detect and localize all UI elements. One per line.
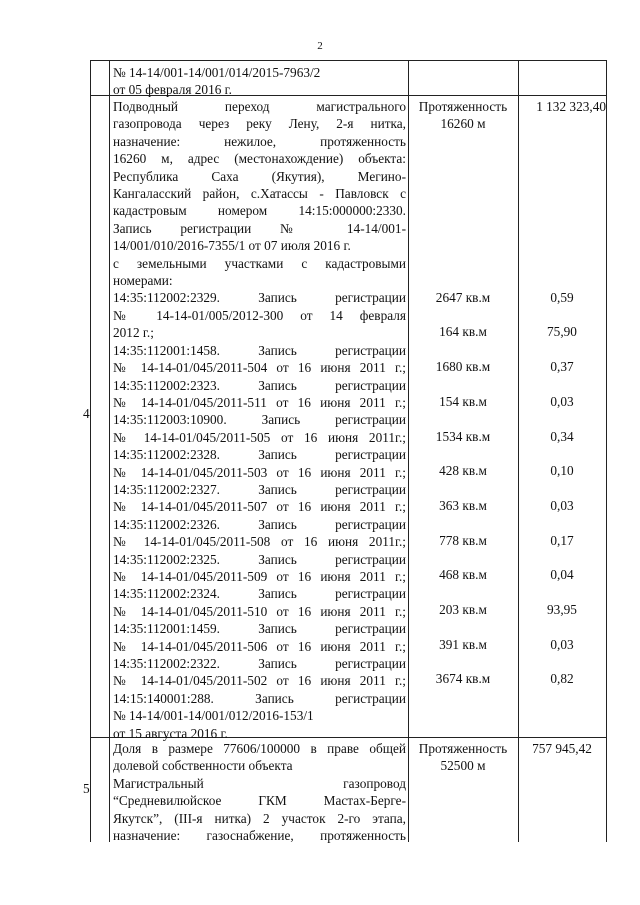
- plot-area: 3674 кв.м: [435, 671, 491, 686]
- plot-value: 93,95: [547, 602, 577, 617]
- row-4-extent-label: Протяженность: [418, 99, 508, 114]
- row-4-line: № 14-14-01/045/2011-504 от 16 июня 2011 г.;: [113, 360, 406, 376]
- row-4-line: 14:35:112003:10900. Запись регистрации: [113, 412, 406, 428]
- plot-area: 154 кв.м: [439, 394, 487, 409]
- row-5-line: Магистральный газопровод: [113, 775, 406, 791]
- row-5-line: назначение: газоснабжение, протяженность: [113, 828, 406, 844]
- row-4-line: 14:15:140001:288. Запись регистрации: [113, 690, 406, 706]
- row-4-line: 14:35:112002:2324. Запись регистрации: [113, 586, 406, 602]
- row-5-extent-header: [408, 740, 518, 775]
- row-5-extent-label: Протяженность: [418, 741, 508, 756]
- plot-value: 0,17: [550, 533, 574, 548]
- row-4-line: 14:35:112001:1459. Запись регистрации: [113, 621, 406, 637]
- row-5-line: “Средневилюйское ГКМ Мастах-Берге-: [113, 793, 406, 809]
- plot-value: 0,82: [550, 671, 574, 686]
- row-4-line: 14:35:112002:2325. Запись регистрации: [113, 551, 406, 567]
- page-number: 2: [317, 40, 323, 52]
- row-4-line: 14:35:112002:2327. Запись регистрации: [113, 481, 406, 497]
- row-4-line: номерами:: [113, 273, 173, 289]
- plot-area: 391 кв.м: [439, 637, 487, 652]
- row-4-line: 14:35:112001:1458. Запись регистрации: [113, 342, 406, 358]
- row-4-line: Кангаласский район, с.Хатассы - Павловск с: [113, 186, 406, 202]
- row-4-line: № 14-14-01/045/2011-506 от 16 июня 2011 г.;: [113, 638, 406, 654]
- plot-area: 2647 кв.м: [435, 290, 491, 305]
- row-4-line: 14:35:112002:2322. Запись регистрации: [113, 656, 406, 671]
- row-5-extent-value: 52500 м: [440, 758, 486, 774]
- row-4-value-header: 1 132 323,40: [536, 99, 606, 114]
- plot-value: 75,90: [547, 324, 577, 339]
- row-4-line: кадастровым номером 14:15:000000:2330.: [113, 203, 406, 219]
- plot-area: 363 кв.м: [439, 498, 487, 513]
- row-4-line: 14/001/010/2016-7355/1 от 07 июля 2016 г.: [113, 238, 351, 254]
- row-4-line: 14:35:112002:2323. Запись регистрации: [113, 377, 406, 393]
- row-4-extent-header: [408, 98, 518, 133]
- plot-area: 778 кв.м: [439, 533, 487, 548]
- row-4-line: № 14-14-01/045/2011-502 от 16 июня 2011 г.;: [113, 673, 406, 689]
- row-4-description: [113, 98, 406, 742]
- row-4-line: с земельными участками с кадастровыми: [113, 255, 406, 271]
- row-4-line: № 14-14-01/045/2011-508 от 16 июня 2011г.;: [113, 534, 406, 550]
- plot-area: 468 кв.м: [439, 567, 487, 582]
- plot-value: 0,59: [550, 290, 574, 305]
- plot-area: 428 кв.м: [439, 463, 487, 478]
- row-4-line: № 14-14-01/045/2011-505 от 16 июня 2011г.;: [113, 429, 406, 445]
- row-1-line: № 14-14/001-14/001/014/2015-7963/2: [113, 65, 321, 80]
- plot-value: 0,37: [550, 359, 574, 374]
- plot-value: 0,03: [550, 637, 574, 652]
- plot-area: 1534 кв.м: [435, 429, 491, 444]
- row-4-line: № 14-14-01/045/2011-507 от 16 июня 2011 г.;: [113, 499, 406, 515]
- row-1-description: [113, 64, 406, 99]
- plot-value: 0,34: [550, 429, 574, 444]
- row-4-line: № 14-14/001-14/001/012/2016-153/1: [113, 708, 314, 724]
- row-4-line: № 14-14-01/045/2011-510 от 16 июня 2011 г.;: [113, 603, 406, 619]
- row-4-line: назначение: нежилое, протяженность: [113, 133, 406, 149]
- row-4-line: газопровода через реку Лену, 2-я нитка,: [113, 116, 406, 132]
- row-5-line: Доля в размере 77606/100000 в праве общей: [113, 741, 406, 756]
- row-5-value-header: 757 945,42: [532, 741, 592, 756]
- row-4-line: № 14-14-01/045/2011-511 от 16 июня 2011 г.;: [113, 394, 406, 410]
- row-5-description: [113, 740, 406, 844]
- row-4-line: Республика Саха (Якутия), Мегино-: [113, 168, 406, 184]
- row-4-line: 14:35:112002:2328. Запись регистрации: [113, 447, 406, 463]
- plot-value: 0,03: [550, 498, 574, 513]
- row-4-number: 4: [83, 406, 90, 421]
- row-4-line: от 15 августа 2016 г.: [113, 725, 228, 741]
- row-1-line: от 05 февраля 2016 г.: [113, 82, 232, 98]
- plot-area: 1680 кв.м: [435, 359, 491, 374]
- row-4-line: 14:35:112002:2326. Запись регистрации: [113, 516, 406, 532]
- row-4-extent-value: 16260 м: [440, 116, 486, 132]
- row-4-line: Подводный переход магистрального: [113, 99, 406, 114]
- plot-area: 164 кв.м: [439, 324, 487, 339]
- row-4-line: Запись регистрации № 14-14/001-: [113, 220, 406, 236]
- plot-area: 203 кв.м: [439, 602, 487, 617]
- row-4-line: № 14-14-01/045/2011-503 от 16 июня 2011 г.;: [113, 464, 406, 480]
- plot-value: 0,03: [550, 394, 574, 409]
- row-4-line: 2012 г.;: [113, 325, 154, 341]
- row-4-line: № 14-14-01/005/2012-300 от 14 февраля: [113, 307, 406, 323]
- plot-value: 0,04: [550, 567, 574, 582]
- plot-value: 0,10: [550, 463, 574, 478]
- row-4-line: 14:35:112002:2329. Запись регистрации: [113, 290, 406, 306]
- row-5-line: Якутск”, (III-я нитка) 2 участок 2-го этапа,: [113, 810, 406, 826]
- row-5-number: 5: [83, 781, 90, 796]
- row-5-line: долевой собственности объекта: [113, 758, 293, 774]
- row-4-line: 16260 м, адрес (местонахождение) объекта:: [113, 151, 406, 167]
- row-4-line: № 14-14-01/045/2011-509 от 16 июня 2011 г.;: [113, 568, 406, 584]
